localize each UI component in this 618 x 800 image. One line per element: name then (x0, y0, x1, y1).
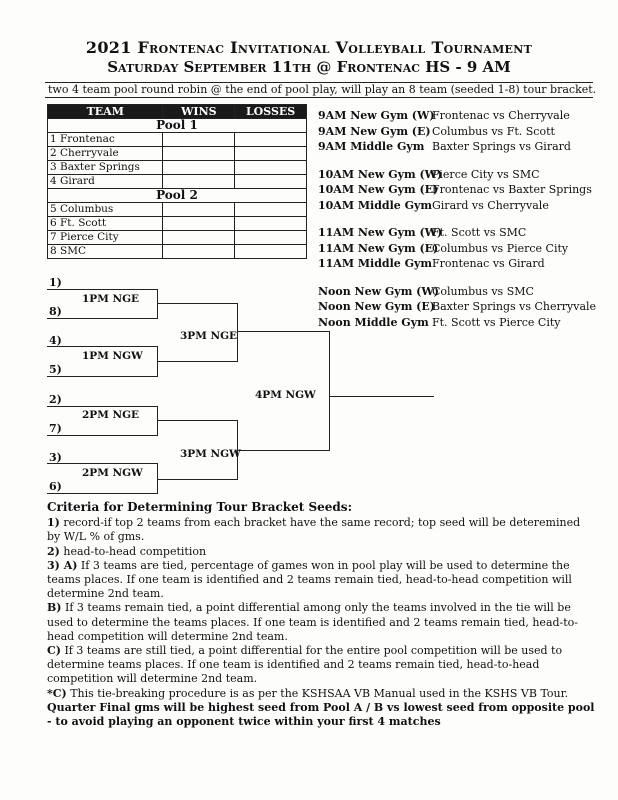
bracket-game-label: 1PM NGW (82, 350, 143, 362)
vs-label: vs (491, 241, 504, 255)
losses-cell (235, 245, 307, 259)
wins-cell (163, 161, 235, 175)
criteria-number: *C) (47, 686, 67, 700)
team-cell: 6 Ft. Scott (48, 217, 163, 231)
criteria-item (47, 516, 595, 544)
table-row (48, 147, 307, 161)
criteria-title: Criteria for Determining Tour Bracket Seeds: (47, 500, 352, 514)
schedule-time-location: 9AM Middle Gym (318, 140, 425, 153)
schedule-time-location: 10AM New Gym (W) (318, 167, 443, 181)
schedule-time-location: 11AM New Gym (W) (318, 226, 443, 239)
table-row (48, 133, 307, 147)
criteria-text: If 3 teams remain tied, a point differential among only the teams involved in the tie will be used to determine the teams places. If one team is identified and 2 teams remain tied, head-to-head competition will determine 2nd team. (47, 601, 579, 643)
vs-label: vs (492, 183, 505, 196)
team-cell: 8 SMC (48, 245, 163, 259)
vs-label: vs (491, 124, 504, 138)
criteria-number: 3) A) (47, 558, 78, 572)
bracket-game-label: 3PM NGW (180, 448, 241, 460)
schedule-row (318, 182, 596, 198)
table-row (48, 175, 307, 189)
vs-label: vs (519, 300, 532, 313)
schedule-home: Girard (432, 198, 469, 212)
schedule-row (318, 167, 596, 183)
losses-cell (235, 231, 307, 245)
wins-cell (163, 175, 235, 189)
col-wins-header: WINS (163, 105, 235, 119)
vs-label: vs (471, 198, 484, 212)
losses-cell (235, 133, 307, 147)
team-cell: 1 Frontenac (48, 133, 163, 147)
table-row (48, 161, 307, 175)
schedule-away: Ft. Scott (506, 124, 555, 138)
vs-label: vs (492, 257, 505, 270)
bracket-seed: 8) (49, 305, 62, 318)
vs-label: vs (519, 140, 532, 153)
team-cell: 2 Cherryvale (48, 147, 163, 161)
schedule-row (318, 299, 596, 315)
wins-cell (163, 217, 235, 231)
schedule-away: Cherryvale (534, 300, 597, 313)
vs-label: vs (483, 315, 496, 329)
team-cell: 4 Girard (48, 175, 163, 189)
schedule-home: Columbus (432, 284, 488, 298)
losses-cell (235, 161, 307, 175)
schedule-time-location: 9AM New Gym (E) (318, 124, 431, 138)
wins-cell (163, 245, 235, 259)
seeding-criteria (47, 500, 595, 729)
criteria-item (47, 644, 595, 687)
schedule-home: Pierce City (432, 167, 494, 181)
schedule-row (318, 241, 596, 257)
wins-cell (163, 203, 235, 217)
schedule-home: Columbus (432, 124, 488, 138)
quarter-final-note: Quarter Final gms will be highest seed from Pool A / B vs lowest seed from opposite pool - to avoid playing an opponent twice within your first 4 matches (47, 700, 595, 729)
criteria-item (47, 559, 595, 602)
schedule-away: Girard (508, 257, 545, 270)
criteria-number: C) (47, 644, 61, 658)
pool1-name: Pool 1 (48, 119, 307, 133)
team-cell: 3 Baxter Springs (48, 161, 163, 175)
schedule-away: Pierce City (506, 241, 569, 255)
criteria-item (47, 687, 595, 701)
criteria-text: If 3 teams are tied, percentage of games won in pool play will be used to determine the teams places. If one team is identified and 2 teams remain tied, head-to-head competition will determine 2nd team. (47, 558, 572, 601)
schedule-away: Cherryvale (487, 198, 549, 212)
schedule-row (318, 108, 596, 124)
wins-cell (163, 133, 235, 147)
criteria-number: 1) (47, 516, 60, 530)
schedule-away: SMC (512, 167, 540, 181)
schedule-time-location: 10AM New Gym (E) (318, 183, 439, 196)
criteria-text: record-if top 2 teams from each bracket have the same record; top seed will be deteremined by W/L % of gms. (47, 516, 581, 544)
schedule-away: SMC (506, 284, 534, 298)
schedule-time-location: Noon Middle Gym (318, 315, 429, 329)
standings-header-row (48, 105, 307, 119)
wins-cell (163, 147, 235, 161)
losses-cell (235, 147, 307, 161)
schedule-time-location: 9AM New Gym (W) (318, 109, 435, 122)
team-cell: 5 Columbus (48, 203, 163, 217)
pool2-name: Pool 2 (48, 189, 307, 203)
schedule-time-location: Noon New Gym (E) (318, 300, 435, 313)
format-description: two 4 team pool round robin @ the end of pool play, will play an 8 team (seeded 1-8) tour bracket. (45, 82, 593, 98)
schedule-time-location: 11AM Middle Gym (318, 257, 433, 270)
schedule-home: Ft. Scott (432, 315, 481, 329)
criteria-item (47, 601, 595, 644)
criteria-number: B) (47, 601, 62, 615)
bracket-champion-line (329, 396, 434, 397)
schedule-home: Baxter Springs (432, 300, 516, 313)
schedule-row (318, 284, 596, 300)
losses-cell (235, 217, 307, 231)
vs-label: vs (492, 109, 505, 122)
schedule-row (318, 315, 596, 331)
vs-label: vs (483, 226, 496, 239)
page-title: 2021 Frontenac Invitational Volleyball Tournament (85, 38, 533, 57)
vs-label: vs (496, 167, 509, 181)
bracket-game-label: 4PM NGW (255, 389, 316, 401)
schedule-row (318, 225, 596, 241)
criteria-text: head-to-head competition (59, 544, 207, 558)
schedule-home: Baxter Springs (432, 140, 516, 153)
schedule-away: Cherryvale (508, 109, 570, 122)
schedule-row (318, 124, 596, 140)
bracket-seed: 7) (49, 422, 62, 435)
bracket-seed: 5) (49, 363, 62, 376)
criteria-item (47, 545, 595, 559)
schedule-away: SMC (499, 226, 527, 239)
standings-table (47, 104, 307, 259)
bracket-seed: 2) (49, 393, 62, 406)
col-losses-header: LOSSES (235, 105, 307, 119)
losses-cell (235, 175, 307, 189)
bracket-seed: 1) (49, 276, 62, 289)
bracket-seed: 3) (49, 451, 62, 464)
bracket-game-label: 2PM NGW (82, 467, 143, 479)
col-team-header: TEAM (48, 105, 163, 119)
losses-cell (235, 203, 307, 217)
schedule-home: Frontenac (432, 257, 490, 270)
page-subtitle: Saturday September 11th @ Frontenac HS - 9 AM (107, 58, 511, 76)
schedule-away: Baxter Springs (508, 183, 592, 196)
bracket-game-label: 1PM NGE (82, 293, 140, 305)
schedule-row (318, 256, 596, 272)
schedule-home: Ft. Scott (432, 226, 481, 239)
schedule-time-location: Noon New Gym (W) (318, 284, 439, 298)
schedule-time-location: 10AM Middle Gym (318, 198, 433, 212)
bracket-game-label: 2PM NGE (82, 409, 140, 421)
table-row (48, 231, 307, 245)
game-schedule (318, 108, 596, 330)
schedule-time-location: 11AM New Gym (E) (318, 241, 439, 255)
table-row (48, 203, 307, 217)
bracket-seed: 6) (49, 480, 62, 493)
vs-label: vs (491, 284, 504, 298)
schedule-home: Frontenac (432, 109, 490, 122)
criteria-text: If 3 teams are still tied, a point differential for the entire pool competition will be used to determine teams places. If one team is identified and 2 teams remain tied, head-to-head competition will determine 2nd team. (47, 644, 563, 686)
schedule-row (318, 139, 596, 155)
schedule-away: Girard (534, 140, 571, 153)
schedule-away: Pierce City (499, 315, 561, 329)
wins-cell (163, 231, 235, 245)
criteria-number: 2) (47, 544, 60, 558)
schedule-home: Frontenac (432, 183, 490, 196)
bracket-game-label: 3PM NGE (180, 330, 238, 342)
criteria-text: This tie-breaking procedure is as per the KSHSAA VB Manual used in the KSHS VB Tour. (66, 686, 569, 700)
bracket-seed: 4) (49, 334, 62, 347)
table-row (48, 217, 307, 231)
team-cell: 7 Pierce City (48, 231, 163, 245)
schedule-home: Columbus (432, 241, 488, 255)
table-row (48, 245, 307, 259)
schedule-row (318, 198, 596, 214)
